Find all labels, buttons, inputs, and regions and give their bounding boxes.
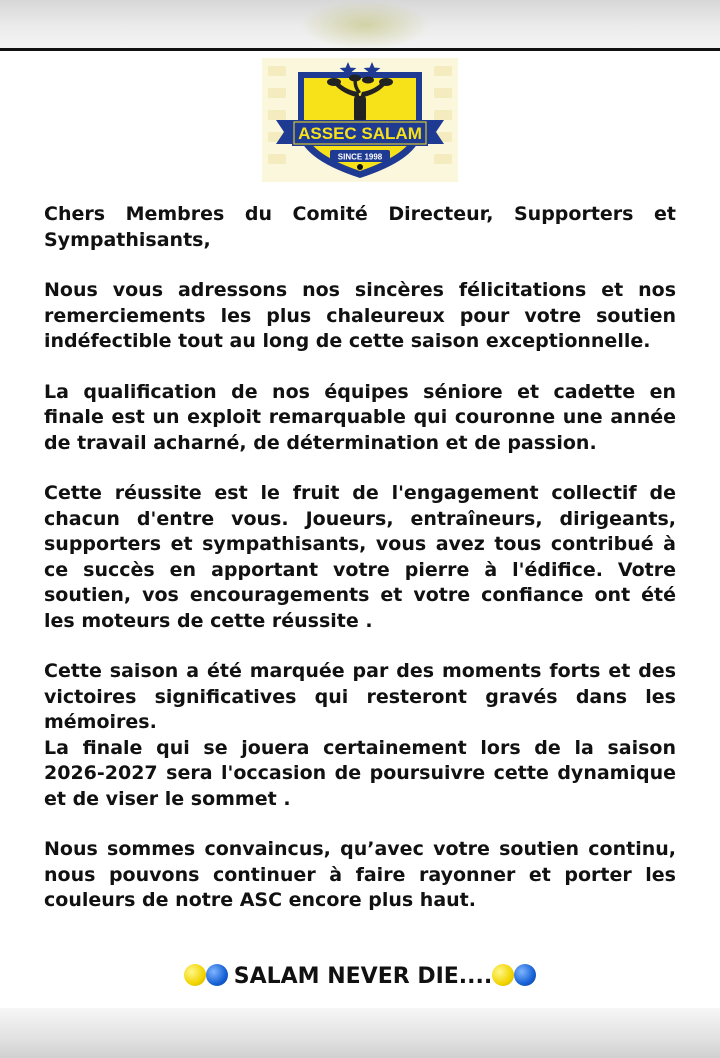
slogan bbox=[0, 962, 720, 992]
paragraph-final: La finale qui se jouera certainement lors de la saison 2026-2027 sera l'occasion de poursuivre cette dynamique et de viser le sommet . bbox=[44, 736, 676, 810]
letter-body bbox=[44, 202, 676, 939]
paragraph-conviction: Nous sommes convaincus, qu’avec votre soutien continu, nous pouvons continuer à faire rayonner et porter les couleurs de notre ASC encore plus haut. bbox=[44, 838, 676, 911]
blue-circle-icon bbox=[206, 964, 228, 986]
paragraph-qualification: La qualification de nos équipes séniore et cadette en finale est un exploit remarquable qui couronne une année de travail acharné, de détermination et de passion. bbox=[44, 380, 676, 454]
blue-circle-icon bbox=[514, 964, 536, 986]
top-header-band bbox=[0, 0, 720, 50]
paragraph-congratulations: Nous vous adressons nos sincères félicitations et nos remerciements les plus chaleureux pour votre soutien indéfectible tout au long de cette saison exceptionnelle. bbox=[44, 279, 676, 352]
yellow-circle-icon bbox=[492, 964, 514, 986]
paragraph-season-highlights: Cette saison a été marquée par des moments forts et des victoires significatives qui resteront gravés dans les mémoires. bbox=[44, 660, 676, 733]
football-icon bbox=[357, 164, 363, 170]
paragraph-collective-effort: Cette réussite est le fruit de l'engagement collectif de chacun d'entre vous. Joueurs, entraîneurs, dirigeants, supporters et sympathisants, vous avez tous contribué à ce succès en apportant votre pierre à l'édifice. Votre soutien, vos encouragements et votre confiance ont été les moteurs de cette réussite . bbox=[44, 482, 676, 632]
bottom-footer-band bbox=[0, 1008, 720, 1058]
salutation: Chers Membres du Comité Directeur, Supporters et Sympathisants, bbox=[44, 203, 676, 251]
logo-since: SINCE 1998 bbox=[337, 152, 383, 162]
club-logo bbox=[262, 58, 458, 182]
yellow-circle-icon bbox=[184, 964, 206, 986]
logo-club-name: ASSEC SALAM bbox=[298, 124, 422, 143]
slogan-text: SALAM NEVER DIE.... bbox=[233, 964, 493, 989]
top-divider bbox=[0, 48, 720, 51]
